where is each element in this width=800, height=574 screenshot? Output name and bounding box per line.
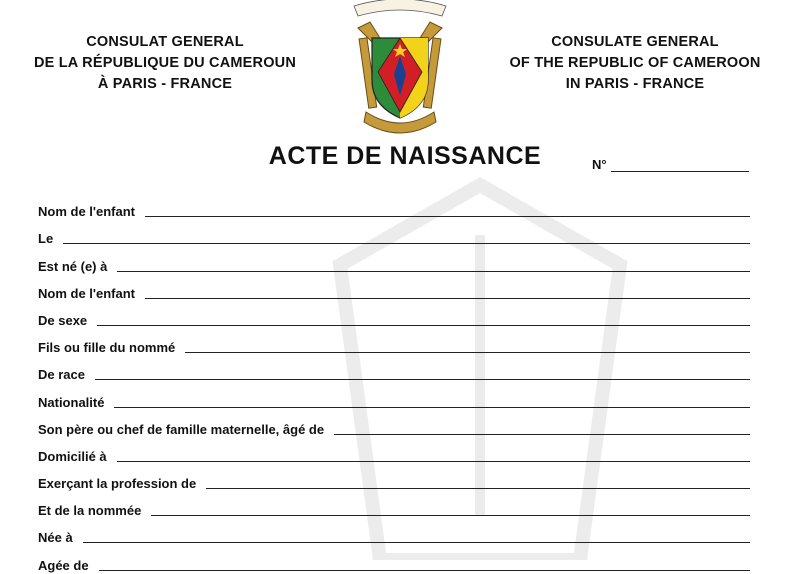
certificate-number-field (592, 157, 749, 172)
form-row-label: Exerçant la profession de (38, 476, 197, 492)
form-row-label: Agée de (38, 557, 89, 573)
header-english (470, 32, 800, 95)
form-row-label: Le (38, 231, 54, 247)
form-row-line[interactable] (63, 243, 750, 244)
form-row-label: Est né (e) à (38, 258, 108, 274)
form-row-line[interactable] (97, 325, 750, 326)
form-row (38, 193, 750, 220)
form-row (38, 356, 750, 383)
form-row-line[interactable] (145, 298, 750, 299)
form-row-line[interactable] (114, 407, 750, 408)
header-english-line-1: CONSULATE GENERAL (551, 34, 719, 50)
form-row (38, 438, 750, 465)
certificate-number-label: N° (592, 157, 607, 172)
birth-certificate-form (38, 193, 750, 574)
header-french (0, 32, 330, 95)
form-row (38, 492, 750, 519)
form-row-label: De sexe (38, 312, 88, 328)
form-row (38, 383, 750, 410)
form-row-line[interactable] (95, 379, 750, 380)
form-row-label: Nationalité (38, 394, 105, 410)
form-row (38, 519, 750, 546)
form-row-label: Et de la nommée (38, 503, 142, 519)
form-row-label: Domicilié à (38, 448, 107, 464)
form-row (38, 302, 750, 329)
certificate-number-line[interactable] (611, 157, 749, 172)
form-row-line[interactable] (83, 542, 750, 543)
form-row (38, 546, 750, 573)
form-row-label: Fils ou fille du nommé (38, 340, 176, 356)
form-row (38, 465, 750, 492)
header-french-line-1: CONSULAT GENERAL (86, 34, 244, 50)
form-row-label: Née à (38, 530, 73, 546)
form-row-line[interactable] (117, 271, 750, 272)
form-row-line[interactable] (99, 570, 750, 571)
form-row-line[interactable] (117, 461, 750, 462)
form-row (38, 247, 750, 274)
header-english-line-2: OF THE REPUBLIC OF CAMEROON (509, 55, 761, 71)
document-title: ACTE DE NAISSANCE (268, 142, 542, 170)
form-row (38, 220, 750, 247)
header-french-line-2: DE LA RÉPUBLIQUE DU CAMEROUN (33, 55, 297, 71)
form-row-line[interactable] (206, 488, 750, 489)
header-english-line-3: IN PARIS - FRANCE (565, 76, 705, 92)
form-row-line[interactable] (145, 216, 750, 217)
form-row-line[interactable] (334, 434, 750, 435)
form-row (38, 275, 750, 302)
coat-of-arms-icon (340, 0, 460, 138)
form-row-line[interactable] (185, 352, 750, 353)
form-row-label: Nom de l'enfant (38, 204, 135, 220)
form-row (38, 329, 750, 356)
form-row (38, 411, 750, 438)
form-row-line[interactable] (151, 515, 750, 516)
header-french-line-3: À PARIS - FRANCE (97, 76, 233, 92)
form-row-label: Son père ou chef de famille maternelle, âgé de (38, 421, 325, 437)
form-row-label: De race (38, 367, 85, 383)
form-row-label: Nom de l'enfant (38, 285, 135, 301)
